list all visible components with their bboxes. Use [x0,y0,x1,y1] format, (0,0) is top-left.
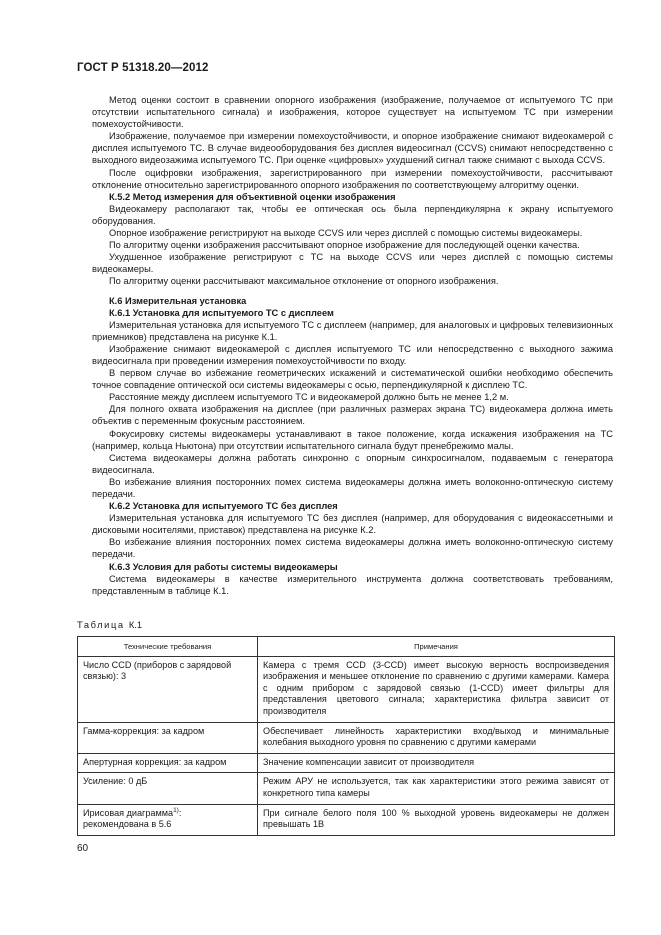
table-caption [77,620,142,630]
requirements-table [77,636,615,836]
paragraph: По алгоритму оценки изображения рассчитывают опорное изображение для последующей оценки качества. [109,240,580,251]
document-header: ГОСТ Р 51318.20—2012 [77,62,209,74]
paragraph: Изображение снимают видеокамерой с дисплея испытуемого ТС или непосредственно с выходного зажима видеосигнала при проведении измерения помехоустойчивости по входу. [92,343,613,366]
paragraph: Видеокамеру располагают так, чтобы ее оптическая ось была перпендикулярна к экрану испытуемого оборудования. [92,203,613,226]
table-header-notes: Примечания [258,637,615,657]
paragraph: Метод оценки состоит в сравнении опорного изображения (изображение, получаемое от испытуемого ТС при отсутствии испытательного сигнала) и изображения, которое существует на испытуемом ТС при измерении помехоустойчивости. [92,95,613,130]
paragraph: Во избежание влияния посторонних помех система видеокамеры должна иметь волоконно-оптическую систему передачи. [92,476,613,499]
paragraph: Ухудшенное изображение регистрируют с ТС на выходе CCVS или через дисплей с помощью системы видеокамеры. [92,252,613,275]
table-row [78,656,615,722]
table-caption-number: К.1 [128,620,143,630]
table-cell-requirement: Гамма-коррекция: за кадром [78,722,258,753]
table-cell-note: Камера с тремя CCD (3-CCD) имеет высокую верность воспроизведения изображения и меньшее отклонение по сравнению с другими камерами. Камера с одним прибором с зарядовой связью (1-CCD) имеет фильтры для представления цветового сигнала; характеристика фильтра зависит от производителя [258,656,615,722]
paragraph: После оцифровки изображения, зарегистрированного при измерении помехоустойчивости, рассчитывают отклонение относительно зарегистрированного опорного изображения по соответствующему алгоритму оценки. [92,167,613,190]
section-heading: К.6 Измерительная установка [109,295,247,306]
document-body [92,94,613,597]
paragraph: По алгоритму оценки рассчитывают максимальное отклонение от опорного изображения. [109,276,499,287]
table-cell-note: Значение компенсации зависит от производителя [258,753,615,773]
table-caption-word: Таблица [77,620,125,630]
paragraph: Во избежание влияния посторонних помех система видеокамеры должна иметь волоконно-оптическую систему передачи. [92,537,613,560]
paragraph: Система видеокамеры должна работать синхронно с опорным синхросигналом, подаваемым с генератора видеосигнала. [92,452,613,475]
paragraph: Расстояние между дисплеем испытуемого ТС и видеокамерой должно быть не менее 1,2 м. [109,392,509,403]
table-row [78,722,615,753]
paragraph: Для полного охвата изображения на дисплее (при различных размерах экрана ТС) видеокамера должна иметь объектив с переменным фокусным расстоянием. [92,404,613,427]
table-cell-requirement [78,804,258,835]
paragraph: Измерительная установка для испытуемого ТС без дисплея (например, для оборудования с видеокассетными и дисковыми носителями, приставок) представлена на рисунке К.2. [92,513,613,536]
iris-recommendation: рекомендована в 5.6 [83,819,172,830]
table-cell-requirement: Число CCD (приборов с зарядовой связью): 3 [78,656,258,722]
table-cell-note: Режим АРУ не используется, так как характеристики этого режима зависят от конкретного типа камеры [258,773,615,804]
table-header-row [78,637,615,657]
table-cell-note: При сигнале белого поля 100 % выходной уровень видеокамеры не должен превышать 1В [258,804,615,835]
paragraph: Система видеокамеры в качестве измерительного инструмента должна соответствовать требованиям, представленным в таблице К.1. [92,573,613,596]
paragraph: Фокусировку системы видеокамеры устанавливают в такое положение, когда искажения изображения на ТС (например, кольца Ньютона) при отсутствии испытательного сигнала будут пренебрежимо малы. [92,428,613,451]
iris-colon: : [178,807,182,818]
paragraph: Опорное изображение регистрируют на выходе CCVS или через дисплей с помощью системы видеокамеры. [109,228,583,239]
footnote-marker: 1) [173,806,179,814]
iris-label: Ирисовая диаграмма [83,807,174,818]
table-row [78,753,615,773]
page-number: 60 [77,843,89,854]
table-row [78,804,615,835]
table-row [78,773,615,804]
section-heading: К.6.2 Установка для испытуемого ТС без дисплея [109,501,338,512]
paragraph: Изображение, получаемое при измерении помехоустойчивости, и опорное изображение снимают видеокамерой с дисплея испытуемого ТС. В случае видеооборудования без дисплея видеосигнал (CCVS) снимают непосредственно с выходного видеозажима испытуемого ТС. При оценке «цифровых» ухудшений сигнал также снимают с выхода CCVS. [92,131,613,166]
section-heading: К.6.1 Установка для испытуемого ТС с дисплеем [109,307,334,318]
table-header-requirements: Технические требования [78,637,258,657]
section-heading: К.5.2 Метод измерения для объективной оценки изображения [109,191,396,202]
table-cell-requirement: Усиление: 0 дБ [78,773,258,804]
table-cell-requirement: Апертурная коррекция: за кадром [78,753,258,773]
paragraph: В первом случае во избежание геометрических искажений и систематической ошибки необходимо обеспечить точное совпадение оптической оси системы видеокамеры с осью, перпендикулярной к дисплею ТС. [92,368,613,391]
table-cell-note: Обеспечивает линейность характеристики вход/выход и минимальные колебания выходного уровня по сравнению с другими камерами [258,722,615,753]
paragraph: Измерительная установка для испытуемого ТС с дисплеем (например, для аналоговых и цифровых телевизионных приемников) представлена на рисунке К.1. [92,319,613,342]
section-heading: К.6.3 Условия для работы системы видеокамеры [109,561,338,572]
